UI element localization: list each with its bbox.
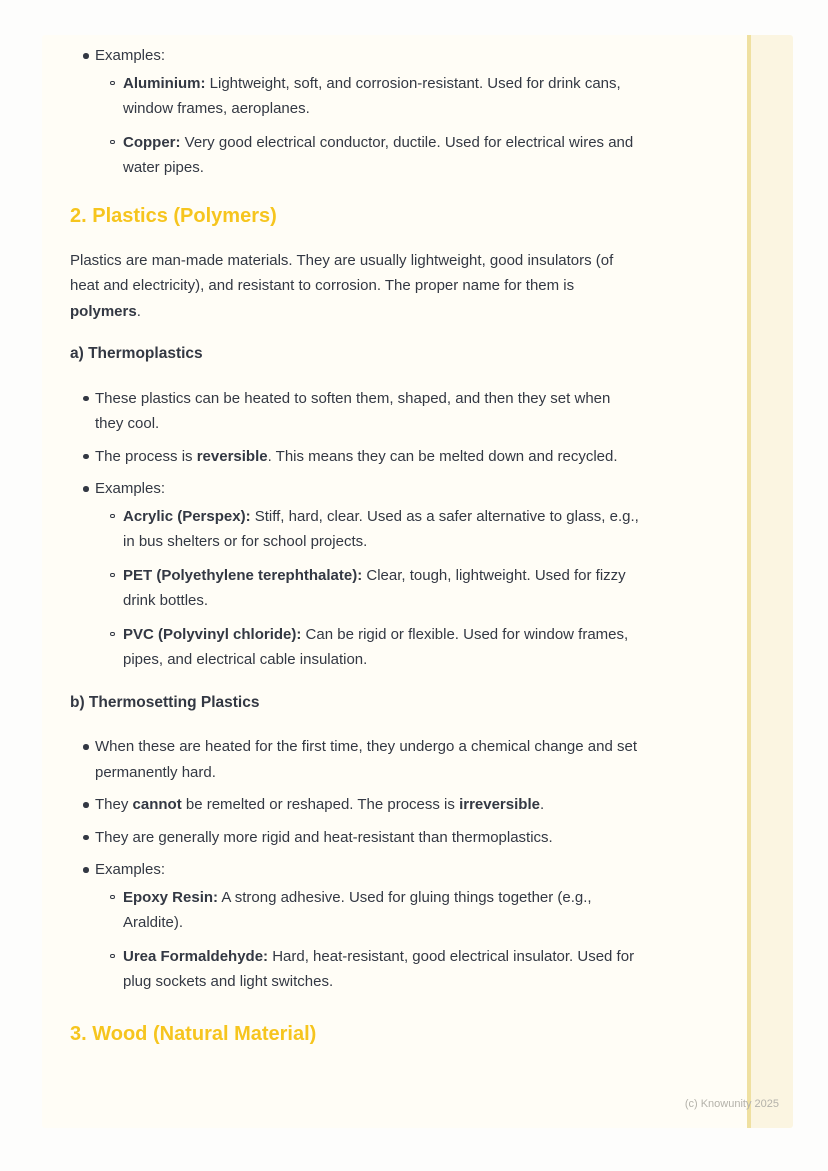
bold-term: PVC (Polyvinyl chloride):: [123, 625, 302, 643]
bullet-icon: [83, 802, 89, 808]
list-item-text: Acrylic (Perspex): Stiff, hard, clear. Used as a safer alternative to glass, e.g., in bus shelters or for school projects.: [123, 507, 639, 550]
list-item-label: Examples:: [95, 861, 166, 878]
list-item-acrylic: [70, 504, 642, 555]
list-item-urea-formaldehyde: [70, 944, 642, 995]
bullet-icon: [83, 835, 89, 841]
list-item-text: Epoxy Resin: A strong adhesive. Used for gluing things together (e.g., Araldite).: [123, 888, 592, 931]
bold-term: Aluminium:: [123, 74, 206, 92]
list-item-epoxy: [70, 885, 642, 936]
list-item-text: When these are heated for the first time, they undergo a chemical change and set permanently hard.: [95, 738, 637, 781]
accent-band: [751, 35, 793, 1128]
notes-page: [42, 35, 793, 1128]
bold-term: Copper:: [123, 133, 181, 151]
list-item-text: PET (Polyethylene terephthalate): Clear, tough, lightweight. Used for fizzy drink bottles.: [123, 566, 626, 609]
list-item-examples-thermoplastics: [70, 476, 642, 502]
list-item-text: They are generally more rigid and heat-resistant than thermoplastics.: [95, 828, 553, 846]
circle-bullet-icon: [110, 573, 115, 578]
circle-bullet-icon: [110, 140, 115, 145]
list-item-pvc: [70, 622, 642, 673]
bullet-icon: [83, 396, 89, 402]
bullet-icon: [83, 867, 89, 873]
subheading-thermoplastics: a) Thermoplastics: [70, 345, 203, 362]
copyright-footer: (c) Knowunity 2025: [684, 1098, 779, 1110]
bold-term: PET (Polyethylene terephthalate):: [123, 566, 363, 584]
circle-bullet-icon: [110, 895, 115, 900]
circle-bullet-icon: [110, 632, 115, 637]
list-item-aluminium: [70, 71, 642, 122]
bullet-icon: [83, 486, 89, 492]
accent-line: [747, 35, 751, 1128]
list-item-text: Copper: Very good electrical conductor, ductile. Used for electrical wires and water pipes.: [123, 133, 634, 176]
list-item: [70, 825, 642, 851]
list-item: [70, 386, 642, 437]
list-item: [70, 792, 642, 818]
bold-term: irreversible: [459, 796, 540, 813]
page-content: [70, 43, 642, 1047]
section-heading-plastics: 2. Plastics (Polymers): [70, 204, 277, 227]
list-item-text: These plastics can be heated to soften them, shaped, and then they set when they cool.: [95, 389, 611, 432]
list-item-copper: [70, 130, 642, 181]
list-item-text: Urea Formaldehyde: Hard, heat-resistant, good electrical insulator. Used for plug sockets and light switches.: [123, 947, 635, 990]
circle-bullet-icon: [110, 514, 115, 519]
list-item-text: They cannot be remelted or reshaped. The process is irreversible.: [95, 796, 545, 813]
bold-term: Acrylic (Perspex):: [123, 507, 251, 525]
circle-bullet-icon: [110, 954, 115, 959]
list-item-text: The process is reversible. This means they can be melted down and recycled.: [95, 447, 618, 465]
list-item-text: Aluminium: Lightweight, soft, and corrosion-resistant. Used for drink cans, window frames, aeroplanes.: [123, 74, 621, 117]
bullet-icon: [83, 744, 89, 750]
list-item-text: PVC (Polyvinyl chloride): Can be rigid or flexible. Used for window frames, pipes, and electrical cable insulation.: [123, 625, 629, 668]
intro-paragraph: Plastics are man-made materials. They are usually lightweight, good insulators (of heat and electricity), and resistant to corrosion. The proper name for them is polymers.: [70, 251, 614, 320]
bold-term: Epoxy Resin:: [123, 888, 219, 906]
circle-bullet-icon: [110, 81, 115, 86]
bold-term: Urea Formaldehyde:: [123, 947, 269, 965]
bold-term: polymers: [70, 302, 137, 320]
list-item: [70, 444, 642, 470]
list-item-examples-metals: [70, 43, 642, 69]
subheading-thermosetting: b) Thermosetting Plastics: [70, 693, 260, 711]
bold-term: reversible: [196, 447, 268, 465]
section-heading-wood: 3. Wood (Natural Material): [70, 1022, 317, 1045]
bullet-icon: [83, 53, 89, 59]
bold-term: cannot: [132, 796, 182, 813]
list-item-label: Examples:: [95, 47, 166, 64]
list-item: [70, 734, 642, 785]
bullet-icon: [83, 454, 89, 460]
list-item-examples-thermosetting: [70, 857, 642, 883]
list-item-pet: [70, 563, 642, 614]
list-item-label: Examples:: [95, 480, 166, 497]
